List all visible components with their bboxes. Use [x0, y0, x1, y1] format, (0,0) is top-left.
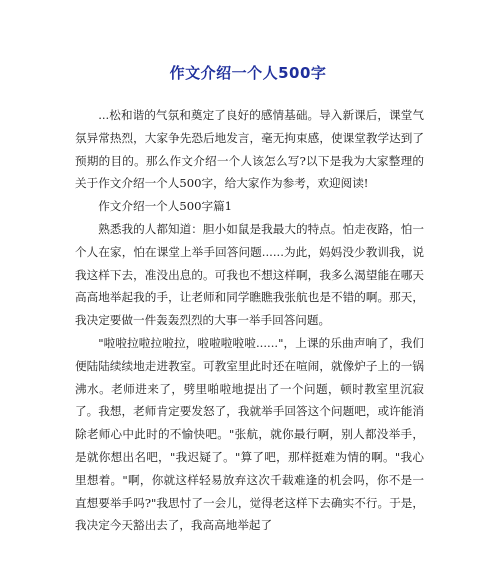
document-title: 作文介绍一个人500字	[169, 64, 327, 82]
intro-paragraph: ...松和谐的气氛和奠定了良好的感情基础。导入新课后，课堂气氛异常热烈，大家争先恐后地发言，毫无拘束感，使课堂教学达到了预期的目的。那么作文介绍一个人该怎么写?以下是我为大家整理的关于作文介绍一个人500字，给大家作为参考，欢迎阅读!	[75, 108, 424, 191]
body-paragraph: 熟悉我的人都知道：胆小如鼠是我最大的特点。怕走夜路，怕一个人在家，怕在课堂上举手回答问题......为此，妈妈没少教训我，说我这样下去，准没出息的。可我也不想这样啊，我多么渴望能在哪天高高地举起我的手，让老师和同学瞧瞧我张航也是不错的啊。那天，我决定要做一件轰轰烈烈的大事一举手回答问题。	[75, 221, 424, 328]
section-heading: 作文介绍一个人500字篇1	[98, 199, 233, 214]
body-paragraph: "啦啦拉啦拉啦拉，啦啦啦啦啦......"，上课的乐曲声响了，我们便陆陆续续地走进教室。可教室里此时还在喧闹，就像炉子上的一锅沸水。老师进来了，劈里啪啦地提出了一个问题，顿时教室里沉寂了。我想，老师肯定要发怒了，我就举手回答这个问题吧，或许能消除老师心中此时的不愉快吧。"张航，就你最行啊，别人都没举手，是就你想出名吧，"我迟疑了。"算了吧，那样挺难为情的啊。"我心里想着。"啊，你就这样轻易放弃这次千载难逢的机会吗，你不是一直想要举手吗?"我思忖了一会儿，觉得老这样下去确实不行。于是，我决定今天豁出去了，我高高地举起了	[75, 335, 424, 533]
document-body	[75, 104, 424, 537]
